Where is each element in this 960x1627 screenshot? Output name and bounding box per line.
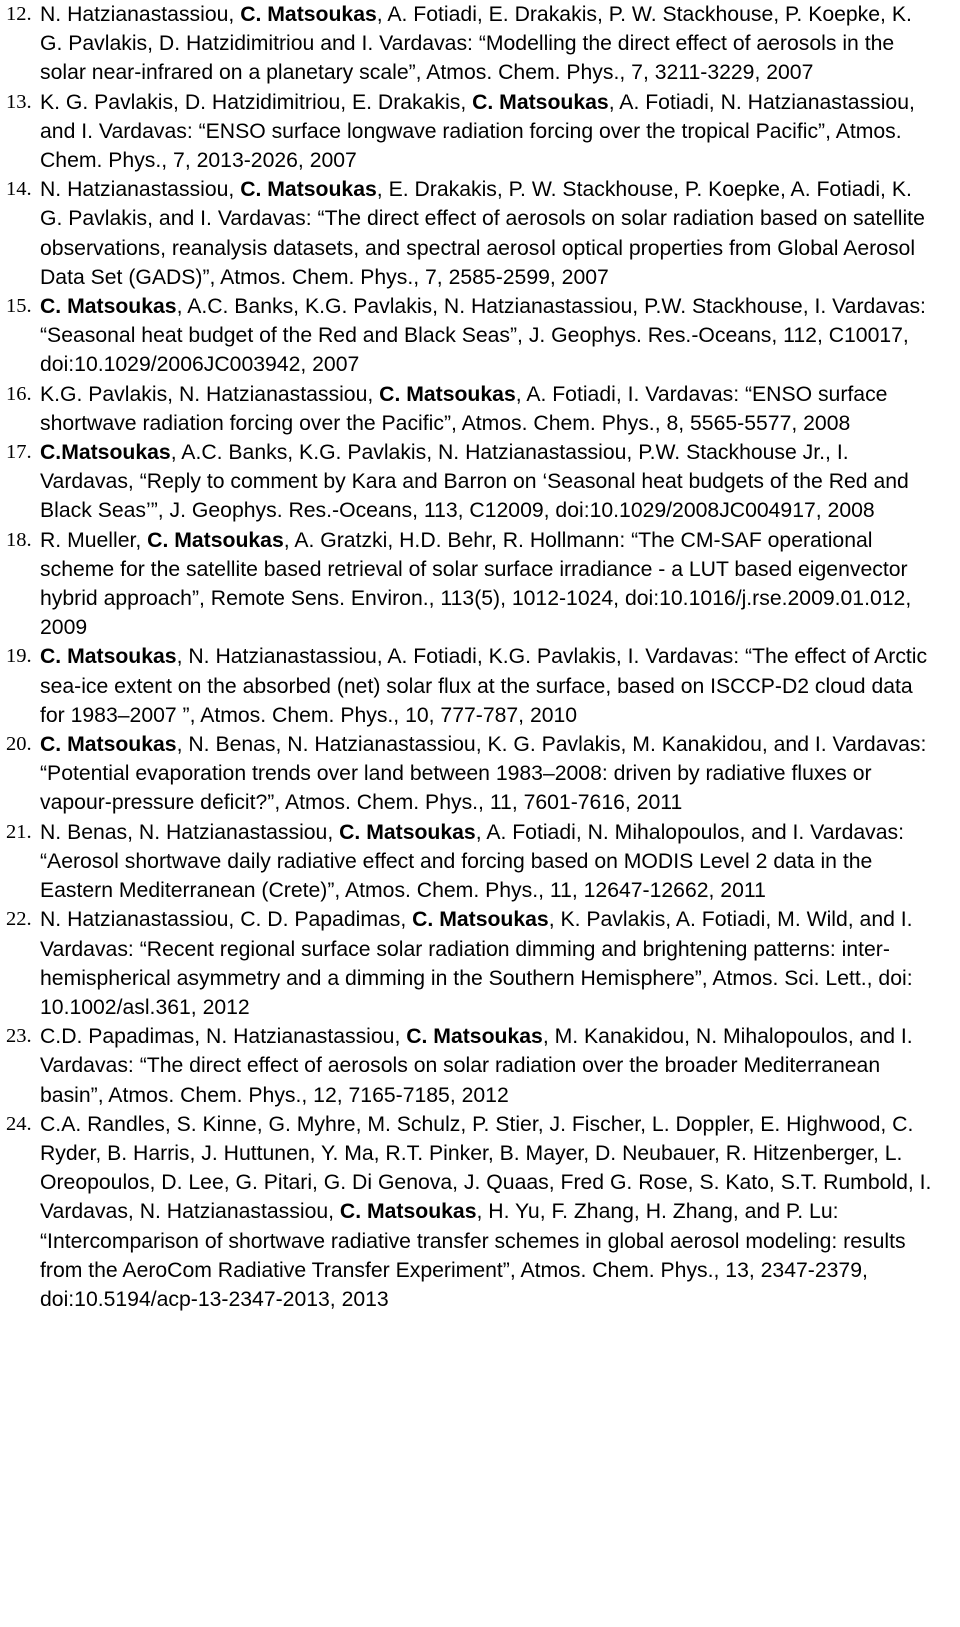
reference-item bbox=[6, 175, 932, 292]
reference-segment: , N. Hatzianastassiou, A. Fotiadi, K.G. Pavlakis, I. Vardavas: “The effect of Arctic sea-ice extent on the absorbed (net) solar flux at the surface, based on ISCCP-D2 cloud data for 1983–2007 ”, Atmos. Chem. Phys., 10, 777-787, 2010 bbox=[40, 645, 928, 727]
reference-segment: , E. Drakakis, P. W. Stackhouse, P. Koepke, A. Fotiadi, K. G. Pavlakis, and I. Vardavas: “The direct effect of aerosols on solar radiation based on satellite observations, reanalysis datasets, and spectral aerosol optical properties from Global Aerosol Data Set (GADS)”, Atmos. Chem. Phys., 7, 2585-2599, 2007 bbox=[40, 178, 925, 289]
reference-item bbox=[6, 642, 932, 730]
reference-text bbox=[40, 730, 932, 818]
reference-item bbox=[6, 0, 932, 88]
reference-item bbox=[6, 438, 932, 526]
reference-segment: K.G. Pavlakis, N. Hatzianastassiou, bbox=[40, 382, 380, 406]
reference-segment: , K. Pavlakis, A. Fotiadi, M. Wild, and I. Vardavas: “Recent regional surface solar radiation dimming and brightening patterns: inter-hemispherical asymmetry and a dimming in the Southern Hemisphere”, Atmos. Sci. Lett., doi: 10.1002/asl.361, 2012 bbox=[40, 908, 913, 1019]
reference-segment: , M. Kanakidou, N. Mihalopoulos, and I. Vardavas: “The direct effect of aerosols on solar radiation over the broader Mediterranean basin”, Atmos. Chem. Phys., 12, 7165-7185, 2012 bbox=[40, 1025, 913, 1107]
reference-text bbox=[40, 905, 932, 1022]
reference-item bbox=[6, 730, 932, 818]
reference-segment: N. Hatzianastassiou, C. D. Papadimas, bbox=[40, 908, 413, 932]
reference-number: 24. bbox=[6, 1112, 32, 1135]
reference-text bbox=[40, 818, 932, 906]
highlighted-author: C. Matsoukas bbox=[40, 733, 177, 757]
reference-text bbox=[40, 438, 932, 526]
reference-text bbox=[40, 526, 932, 643]
reference-segment: , A.C. Banks, K.G. Pavlakis, N. Hatzianastassiou, P.W. Stackhouse, I. Vardavas: “Seasonal heat budget of the Red and Black Seas”, J. Geophys. Res.-Oceans, 112, C10017, doi:10.1029/2006JC003942, 2007 bbox=[40, 295, 926, 377]
reference-number: 14. bbox=[6, 178, 32, 201]
highlighted-author: C. Matsoukas bbox=[40, 645, 177, 669]
highlighted-author: C. Matsoukas bbox=[412, 908, 549, 932]
reference-number: 21. bbox=[6, 820, 32, 843]
reference-list bbox=[6, 0, 932, 1314]
reference-segment: N. Hatzianastassiou, bbox=[40, 3, 241, 26]
reference-segment: N. Benas, N. Hatzianastassiou, bbox=[40, 820, 340, 844]
reference-segment: , A.C. Banks, K.G. Pavlakis, N. Hatzianastassiou, P.W. Stackhouse Jr., I. Vardavas, “Reply to comment by Kara and Barron on ‘Seasonal heat budgets of the Red and Black Seas’”, J. Geophys. Res.-Oceans, 113, C12009, doi:10.1029/2008JC004917, 2008 bbox=[40, 441, 909, 523]
reference-text bbox=[40, 292, 932, 380]
reference-item bbox=[6, 818, 932, 906]
reference-segment: , A. Fotiadi, I. Vardavas: “ENSO surface shortwave radiation forcing over the Pacific”, Atmos. Chem. Phys., 8, 5565-5577, 2008 bbox=[40, 382, 888, 435]
reference-text bbox=[40, 1022, 932, 1110]
highlighted-author: C. Matsoukas bbox=[406, 1025, 543, 1049]
reference-text bbox=[40, 175, 932, 292]
reference-text bbox=[40, 1110, 932, 1314]
highlighted-author: C. Matsoukas bbox=[147, 528, 284, 552]
reference-item bbox=[6, 380, 932, 438]
highlighted-author: C. Matsoukas bbox=[472, 90, 609, 114]
reference-segment: , A. Gratzki, H.D. Behr, R. Hollmann: “The CM-SAF operational scheme for the satellite based retrieval of solar surface irradiance - a LUT based eigenvector hybrid approach”, Remote Sens. Environ., 113(5), 1012-1024, doi:10.1016/j.rse.2009.01.012, 2009 bbox=[40, 528, 912, 640]
reference-text bbox=[40, 380, 932, 438]
highlighted-author: C. Matsoukas bbox=[339, 820, 476, 844]
reference-segment: , A. Fotiadi, N. Hatzianastassiou, and I. Vardavas: “ENSO surface longwave radiation forcing over the tropical Pacific”, Atmos. Chem. Phys., 7, 2013-2026, 2007 bbox=[40, 90, 915, 173]
highlighted-author: C. Matsoukas bbox=[240, 3, 377, 26]
reference-segment: , H. Yu, F. Zhang, H. Zhang, and P. Lu: “Intercomparison of shortwave radiative transfer schemes in global aerosol modeling: results from the AeroCom Radiative Transfer Experiment”, Atmos. Chem. Phys., 13, 2347-2379, doi:10.5194/acp-13-2347-2013, 2013 bbox=[40, 1200, 906, 1311]
reference-segment: , A. Fotiadi, N. Mihalopoulos, and I. Vardavas: “Aerosol shortwave daily radiative effect and forcing based on MODIS Level 2 data in the Eastern Mediterranean (Crete)”, Atmos. Chem. Phys., 11, 12647-12662, 2011 bbox=[40, 820, 905, 903]
reference-item bbox=[6, 292, 932, 380]
reference-text bbox=[40, 0, 932, 88]
reference-text bbox=[40, 642, 932, 730]
reference-number: 18. bbox=[6, 528, 32, 551]
reference-number: 23. bbox=[6, 1025, 32, 1048]
reference-number: 19. bbox=[6, 645, 32, 668]
reference-segment: K. G. Pavlakis, D. Hatzidimitriou, E. Drakakis, bbox=[40, 90, 473, 114]
highlighted-author: C. Matsoukas bbox=[40, 295, 177, 319]
highlighted-author: C. Matsoukas bbox=[339, 1200, 477, 1224]
reference-item bbox=[6, 526, 932, 643]
reference-item bbox=[6, 88, 932, 176]
reference-segment: N. Hatzianastassiou, bbox=[40, 178, 241, 202]
highlighted-author: C.Matsoukas bbox=[40, 441, 171, 465]
reference-segment: , N. Benas, N. Hatzianastassiou, K. G. Pavlakis, M. Kanakidou, and I. Vardavas: “Potential evaporation trends over land between 1983–2008: driven by radiative fluxes or vapour-pressure deficit?”, Atmos. Chem. Phys., 11, 7601-7616, 2011 bbox=[40, 733, 927, 815]
highlighted-author: C. Matsoukas bbox=[240, 178, 377, 202]
reference-number: 16. bbox=[6, 382, 32, 405]
reference-item bbox=[6, 905, 932, 1022]
reference-number: 20. bbox=[6, 733, 32, 756]
reference-number: 12. bbox=[6, 3, 32, 25]
reference-text bbox=[40, 88, 932, 176]
reference-item bbox=[6, 1110, 932, 1314]
highlighted-author: C. Matsoukas bbox=[379, 382, 516, 406]
reference-segment: , A. Fotiadi, E. Drakakis, P. W. Stackhouse, P. Koepke, K. G. Pavlakis, D. Hatzidimitriou and I. Vardavas: “Modelling the direct effect of aerosols in the solar near-infrared on a planetary scale”, Atmos. Chem. Phys., 7, 3211-3229, 2007 bbox=[40, 3, 912, 85]
reference-number: 17. bbox=[6, 441, 32, 464]
reference-number: 22. bbox=[6, 908, 32, 931]
reference-number: 15. bbox=[6, 295, 32, 318]
reference-segment: C.D. Papadimas, N. Hatzianastassiou, bbox=[40, 1025, 407, 1049]
reference-number: 13. bbox=[6, 90, 32, 113]
reference-segment: C.A. Randles, S. Kinne, G. Myhre, M. Schulz, P. Stier, J. Fischer, L. Doppler, E. Highwood, C. Ryder, B. Harris, J. Huttunen, Y. Ma, R.T. Pinker, B. Mayer, D. Neubauer, R. Hitzenberger, L. Oreopoulos, D. Lee, G. Pitari, G. Di Genova, J. Quaas, Fred G. Rose, S. Kato, S.T. Rumbold, I. Vardavas, N. Hatzianastassiou, bbox=[40, 1112, 932, 1224]
reference-segment: R. Mueller, bbox=[40, 528, 148, 552]
reference-item bbox=[6, 1022, 932, 1110]
